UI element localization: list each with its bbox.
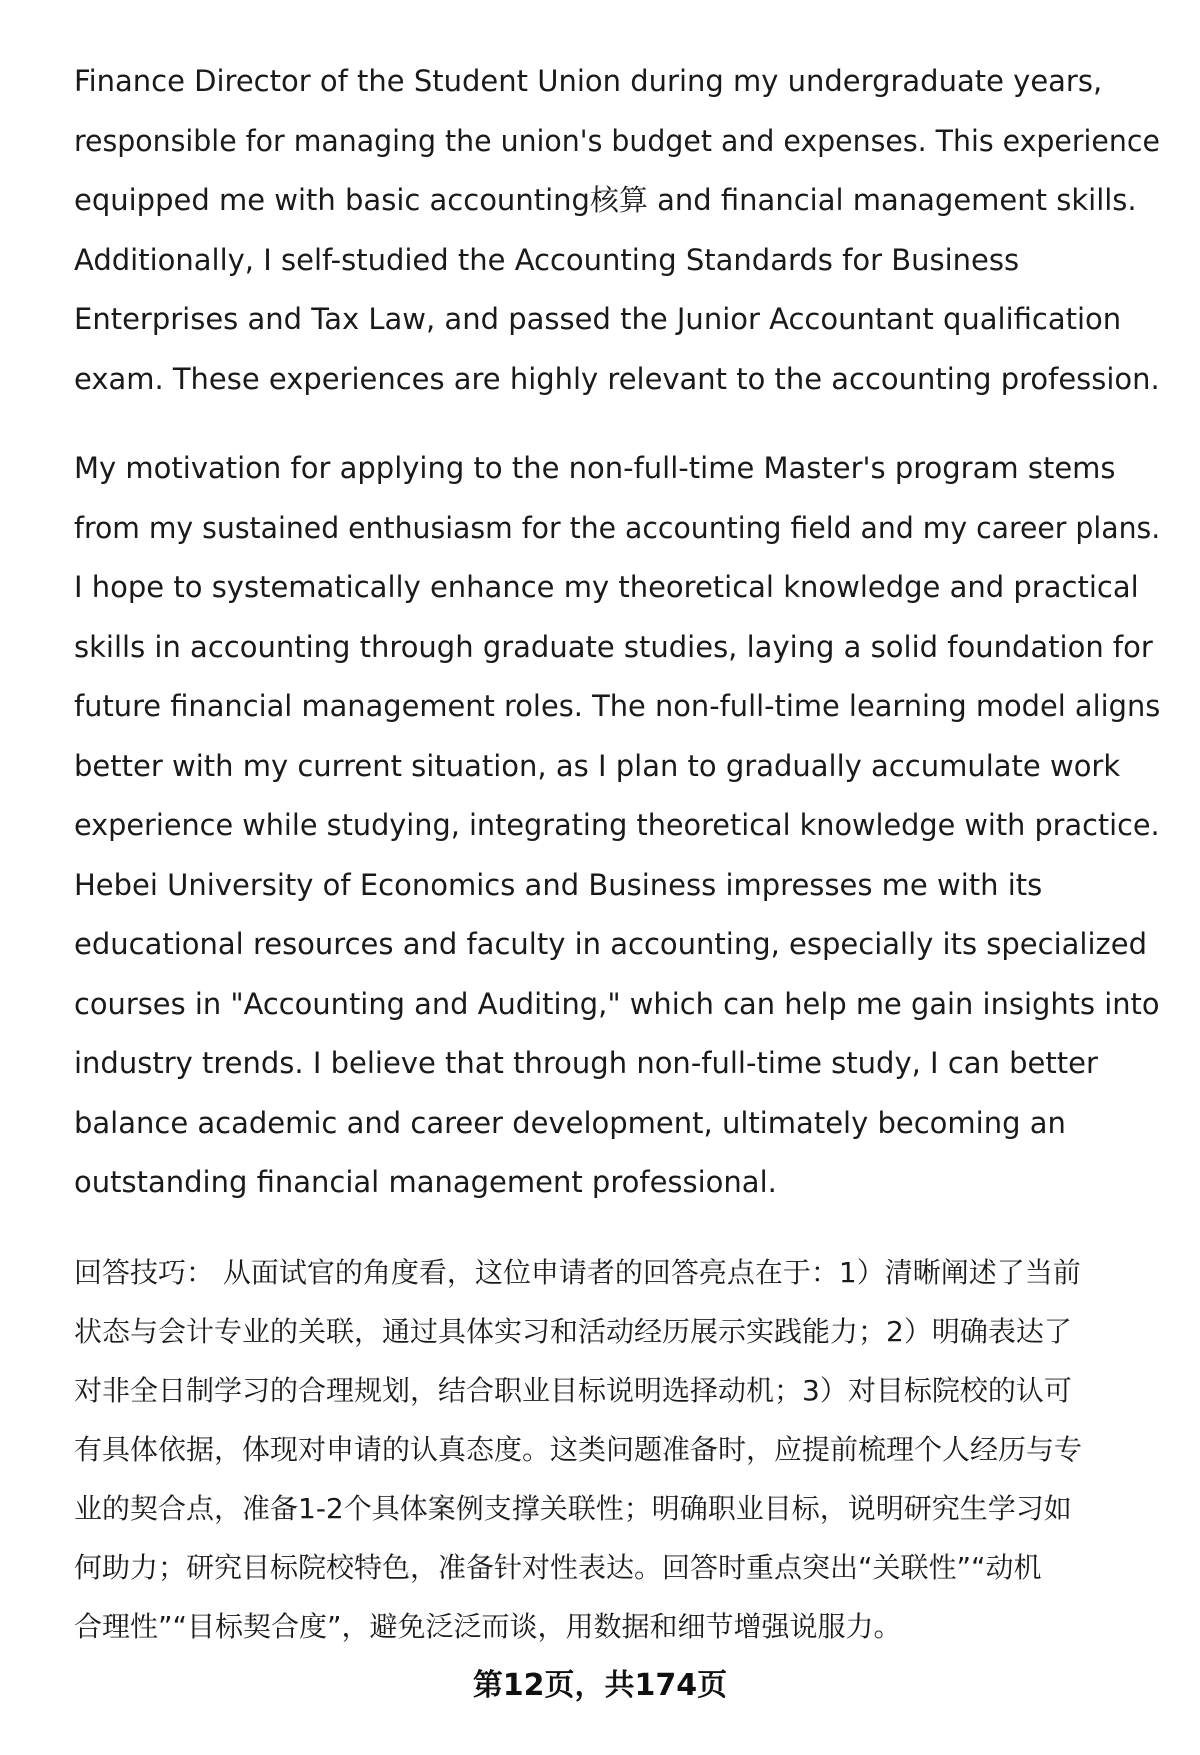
paragraph-experience <box>74 52 1160 409</box>
text-line: 对非全日制学习的合理规划，结合职业目标说明选择动机；3）对目标院校的认可 <box>74 1373 1072 1407</box>
answer-tips <box>74 1243 1160 1656</box>
text-line: Enterprises and Tax Law, and passed the Junior Accountant qualification <box>74 302 1122 336</box>
text-line: balance academic and career development, ultimately becoming an <box>74 1105 1066 1140</box>
text-line: courses in "Accounting and Auditing," which can help me gain insights into <box>74 986 1160 1021</box>
text-line: 状态与会计专业的关联，通过具体实习和活动经历展示实践能力；2）明确表达了 <box>74 1314 1072 1348</box>
text-line: outstanding financial management professional. <box>74 1165 777 1199</box>
text-line: My motivation for applying to the non-full-time Master's program stems <box>74 451 1116 485</box>
text-line: 合理性”“目标契合度”，避免泛泛而谈，用数据和细节增强说服力。 <box>74 1609 902 1643</box>
text-line: experience while studying, integrating theoretical knowledge with practice. <box>74 808 1160 842</box>
text-line: 何助力；研究目标院校特色，准备针对性表达。回答时重点突出“关联性”“动机 <box>74 1550 1042 1584</box>
document-body <box>74 52 1160 1656</box>
text-line: equipped me with basic accounting核算 and financial management skills. <box>74 183 1137 217</box>
text-line: educational resources and faculty in accounting, especially its specialized <box>74 927 1147 961</box>
text-line: Finance Director of the Student Union during my undergraduate years, <box>74 64 1103 98</box>
text-line: 有具体依据，体现对申请的认真态度。这类问题准备时，应提前梳理个人经历与专 <box>74 1432 1083 1466</box>
text-line: exam. These experiences are highly relevant to the accounting profession. <box>74 361 1160 396</box>
text-line: I hope to systematically enhance my theoretical knowledge and practical <box>74 570 1139 604</box>
text-line: 回答技巧： 从面试官的角度看，这位申请者的回答亮点在于：1）清晰阐述了当前 <box>74 1255 1081 1289</box>
text-line: skills in accounting through graduate studies, laying a solid foundation for <box>74 629 1153 664</box>
text-line: better with my current situation, as I plan to gradually accumulate work <box>74 748 1121 783</box>
text-line: 业的契合点，准备1-2个具体案例支撑关联性；明确职业目标，说明研究生学习如 <box>74 1491 1072 1525</box>
text-line: Hebei University of Economics and Business impresses me with its <box>74 867 1043 902</box>
text-line: Additionally, I self-studied the Accounting Standards for Business <box>74 242 1020 277</box>
paragraph-motivation <box>74 439 1160 1213</box>
text-line: future financial management roles. The non-full-time learning model aligns <box>74 689 1161 723</box>
text-line: from my sustained enthusiasm for the accounting field and my career plans. <box>74 510 1161 545</box>
text-line: responsible for managing the union's budget and expenses. This experience <box>74 123 1160 158</box>
page-number: 第12页，共174页 <box>472 1668 728 1703</box>
text-line: industry trends. I believe that through non-full-time study, I can better <box>74 1046 1098 1080</box>
